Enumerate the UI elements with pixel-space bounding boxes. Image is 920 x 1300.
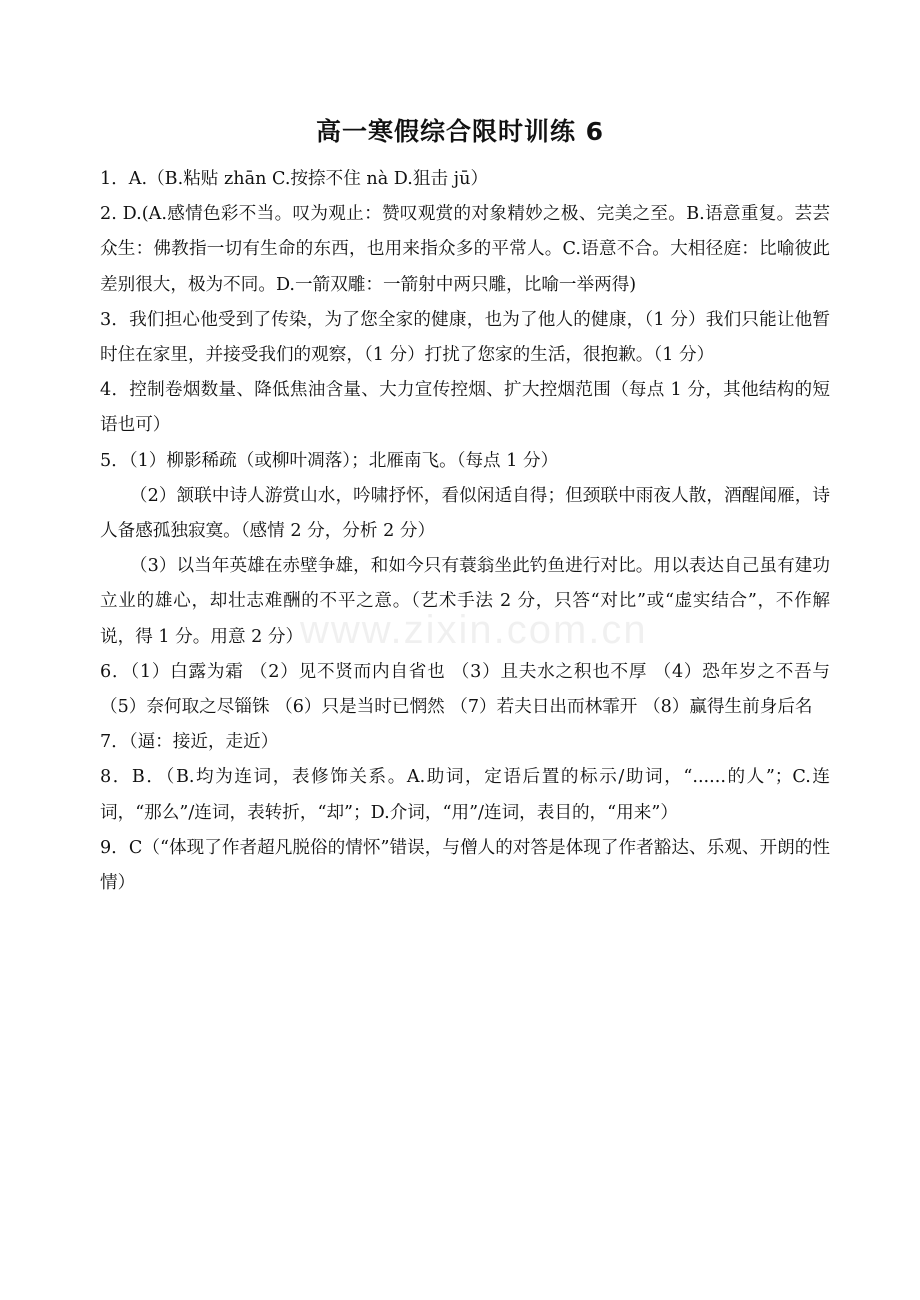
answer-5-part-2: （2）颔联中诗人游赏山水，吟啸抒怀，看似闲适自得；但颈联中雨夜人散，酒醒闻雁，诗人备感孤独寂寞。（感情 2 分，分析 2 分） [100,485,830,542]
answer-2: 2. D.(A.感情色彩不当。叹为观止：赞叹观赏的对象精妙之极、完美之至。B.语意重复。芸芸众生：佛教指一切有生命的东西，也用来指众多的平常人。C.语意不合。大相径庭：比喻彼此差别很大，极为不同。D.一箭双雕：一箭射中两只雕，比喻一举两得) [100,204,830,295]
answer-list [100,162,830,901]
answer-7: 7．（逼：接近，走近） [100,732,279,753]
answer-6: 6．（1）白露为霜 （2）见不贤而内自省也 （3）且夫水之积也不厚 （4）恐年岁之不吾与 （5）奈何取之尽锱铢 （6）只是当时已惘然 （7）若夫日出而林霏开 （8）赢得生前身后名 [100,661,830,718]
answer-1: 1．A.（B.粘贴 zhān C.按捺不住 nà D.狙击 jū） [100,169,489,189]
answer-9: 9．C（“体现了作者超凡脱俗的情怀”错误，与僧人的对答是体现了作者豁达、乐观、开朗的性情） [100,837,830,894]
answer-3: 3．我们担心他受到了传染，为了您全家的健康，也为了他人的健康，（1 分）我们只能让他暂时住在家里，并接受我们的观察，（1 分）打扰了您家的生活，很抱歉。（1 分） [100,309,830,366]
answer-5-part-3: （3）以当年英雄在赤壁争雄，和如今只有蓑翁坐此钓鱼进行对比。用以表达自己虽有建功立业的雄心，却壮志难酬的不平之意。（艺术手法 2 分，只答“对比”或“虚实结合”，不作解说，得 1 分。用意 2 分） [100,556,830,647]
answer-5-part-1: 5．（1）柳影稀疏（或柳叶凋落）；北雁南飞。（每点 1 分） [100,450,559,471]
page-title: 高一寒假综合限时训练 6 [315,117,605,146]
answer-4: 4．控制卷烟数量、降低焦油含量、大力宣传控烟、扩大控烟范围（每点 1 分，其他结构的短语也可） [100,380,830,436]
watermark: www.zixin.com.cn [300,608,648,652]
answer-8: 8．B．（B.均为连词，表修饰关系。A.助词，定语后置的标示/助词，“......的人”；C.连词，“那么”/连词，表转折，“却”；D.介词，“用”/连词，表目的，“用来”） [100,767,830,823]
